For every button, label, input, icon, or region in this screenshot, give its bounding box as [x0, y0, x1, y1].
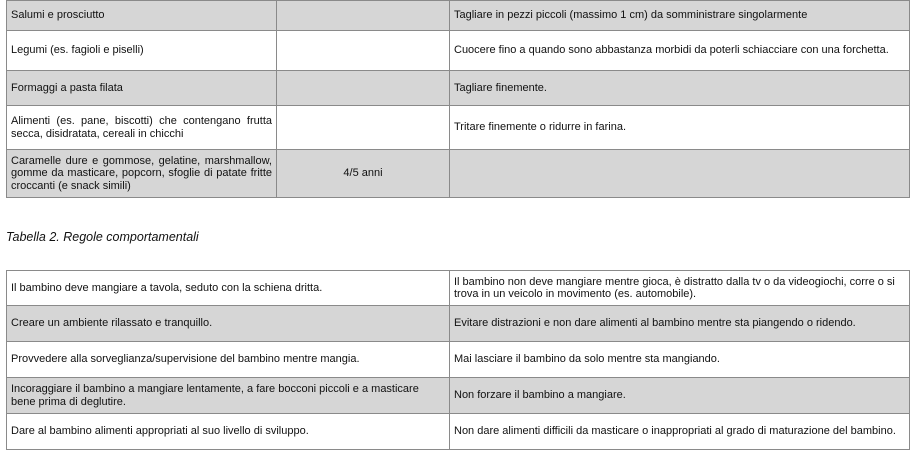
do-cell: Dare al bambino alimenti appropriati al suo livello di sviluppo. [7, 414, 450, 450]
advice-cell: Tagliare in pezzi piccoli (massimo 1 cm) da somministrare singolarmente [450, 1, 910, 31]
food-cell: Caramelle dure e gommose, gelatine, marshmallow, gomme da masticare, popcorn, sfoglie di patate fritte croccanti (e snack simili) [7, 150, 277, 198]
advice-cell [450, 150, 910, 198]
table-row [7, 71, 910, 106]
dont-cell: Mai lasciare il bambino da solo mentre sta mangiando. [450, 342, 910, 378]
dont-cell: Il bambino non deve mangiare mentre gioca, è distratto dalla tv o da videogiochi, corre o si trova in un veicolo in movimento (es. automobile). [450, 271, 910, 306]
table-row [7, 31, 910, 71]
food-cell: Salumi e prosciutto [7, 1, 277, 31]
food-cell: Alimenti (es. pane, biscotti) che contengano frutta secca, disidratata, cereali in chicchi [7, 106, 277, 150]
do-cell: Incoraggiare il bambino a mangiare lentamente, a fare bocconi piccoli e a masticare bene prima di deglutire. [7, 378, 450, 414]
do-cell: Provvedere alla sorveglianza/supervisione del bambino mentre mangia. [7, 342, 450, 378]
do-cell: Creare un ambiente rilassato e tranquillo. [7, 306, 450, 342]
age-cell [277, 1, 450, 31]
table-row [7, 106, 910, 150]
dont-cell: Evitare distrazioni e non dare alimenti al bambino mentre sta piangendo o ridendo. [450, 306, 910, 342]
dont-cell: Non dare alimenti difficili da masticare o inappropriati al grado di maturazione del bambino. [450, 414, 910, 450]
dont-cell: Non forzare il bambino a mangiare. [450, 378, 910, 414]
table-row [7, 271, 910, 306]
advice-cell: Cuocere fino a quando sono abbastanza morbidi da poterli schiacciare con una forchetta. [450, 31, 910, 71]
table-row [7, 306, 910, 342]
age-cell [277, 71, 450, 106]
food-cell: Legumi (es. fagioli e piselli) [7, 31, 277, 71]
age-cell [277, 106, 450, 150]
age-cell: 4/5 anni [277, 150, 450, 198]
table-row [7, 342, 910, 378]
food-preparation-table [6, 0, 910, 198]
advice-cell: Tagliare finemente. [450, 71, 910, 106]
table-row [7, 150, 910, 198]
age-cell [277, 31, 450, 71]
advice-cell: Tritare finemente o ridurre in farina. [450, 106, 910, 150]
table-row [7, 414, 910, 450]
do-cell: Il bambino deve mangiare a tavola, seduto con la schiena dritta. [7, 271, 450, 306]
behavioral-rules-table [6, 270, 910, 450]
table-caption: Tabella 2. Regole comportamentali [6, 230, 199, 244]
table-row [7, 378, 910, 414]
food-cell: Formaggi a pasta filata [7, 71, 277, 106]
table-row [7, 1, 910, 31]
